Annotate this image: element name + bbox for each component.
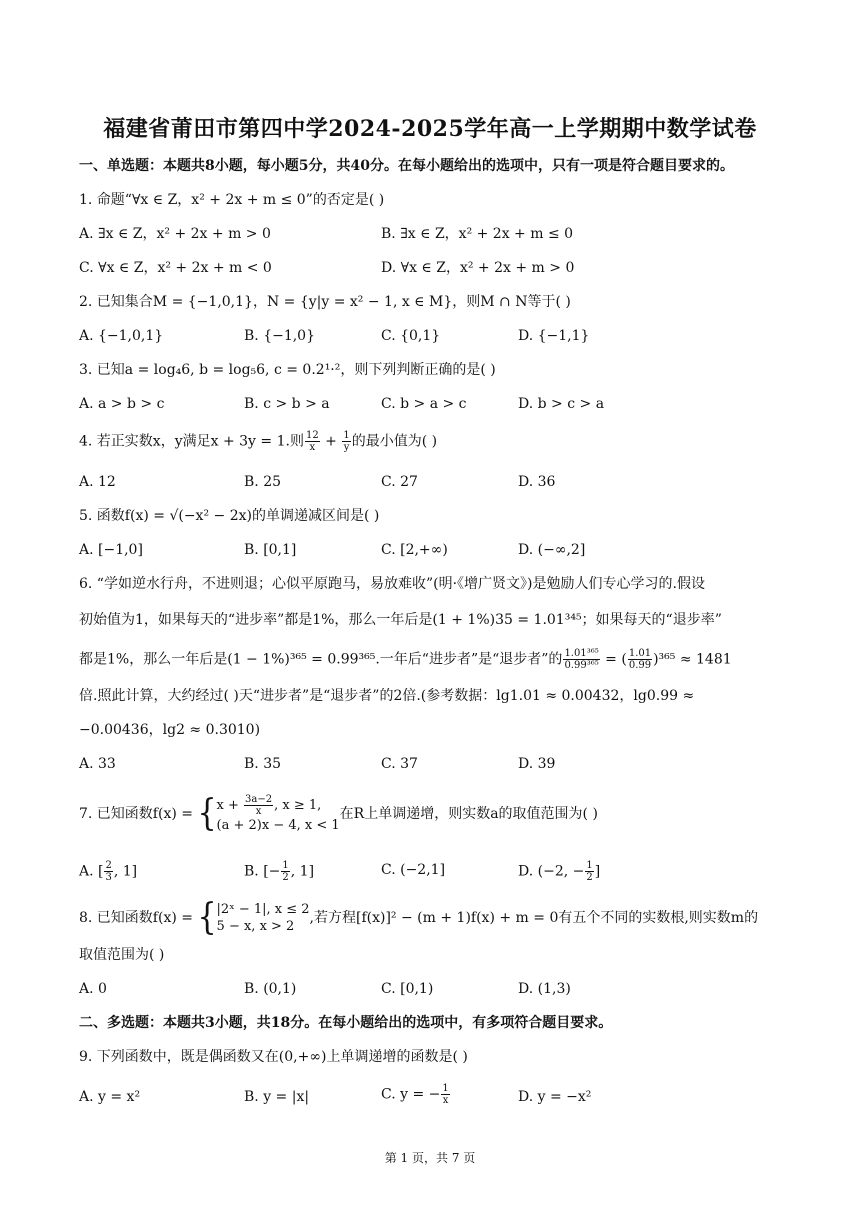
question-8-stem [79,898,758,938]
frac-num: 1 [442,1083,449,1094]
q7-option-d [518,860,600,883]
frac-den: y [343,442,350,453]
fraction-1-over-x [441,1083,449,1106]
q2-option-a: A. {−1,0,1} [79,328,164,344]
q5-option-b: B. [0,1] [244,542,297,558]
fraction-3a-2-over-x [244,794,273,817]
opt-pre: B. [− [244,863,281,880]
question-6-line-3 [79,648,732,671]
frac-num: 1 [343,430,350,441]
left-brace: { [197,896,217,939]
q2-option-d: D. {−1,1} [518,328,590,344]
q8-suffix: ,若方程[f(x)]² − (m + 1)f(x) + m = 0有五个不同的实数根,则实数m的 [309,910,759,926]
question-3-stem: 3. 已知a = log₄6, b = log₅6, c = 0.2¹·²，则下列判断正确的是( ) [79,362,496,378]
fraction-1.01-over-0.99-365 [563,648,599,671]
q1-option-a: A. ∃x ∈ Z，x² + 2x + m > 0 [79,226,271,242]
q4-stem-prefix: 4. 若正实数x，y满足x + 3y = 1.则 [79,433,304,450]
q4-stem-suffix: 的最小值为( ) [351,433,438,450]
opt-post: , 1] [290,863,315,880]
piecewise-cases [217,901,310,935]
q9-option-b: B. y = |x| [244,1089,310,1105]
question-6-line-4: 倍.照此计算，大约经过( )天“进步者”是“退步者”的2倍.(参考数据：lg1.01 ≈ 0.00432，lg0.99 ≈ [79,688,695,704]
q6-line3-suffix: )³⁶⁵ ≈ 1481 [653,651,732,668]
q5-option-d: D. (−∞,2] [518,542,586,558]
q5-option-c: C. [2,+∞) [381,542,448,558]
frac-den: 2 [282,872,289,883]
case-1 [217,794,340,817]
question-6-line-2: 初始值为1，如果每天的“进步率”都是1%，那么一年后是(1 + 1%)35 = 1.01³⁴⁵；如果每天的“退步率” [79,612,722,628]
case-2: 5 − x, x > 2 [216,919,295,934]
q6-option-b: B. 35 [244,756,282,772]
q7-option-a [79,860,137,883]
question-2-stem: 2. 已知集合M = {−1,0,1}，N = {y|y = x² − 1, x ∈ M}，则M ∩ N等于( ) [79,294,571,310]
q2-option-b: B. {−1,0} [244,328,315,344]
q1-option-b: B. ∃x ∈ Z，x² + 2x + m ≤ 0 [381,226,574,242]
q4-option-b: B. 25 [244,474,282,490]
frac-num: 2 [105,860,112,871]
q4-option-d: D. 36 [518,474,556,490]
case-1: |2ˣ − 1|, x ≤ 2 [216,902,310,917]
question-8-line-2: 取值范围为( ) [79,947,165,963]
question-1-stem: 1. 命题“∀x ∈ Z，x² + 2x + m ≤ 0”的否定是( ) [79,192,385,208]
left-brace: { [197,792,217,835]
q9-option-a: A. y = x² [79,1089,141,1105]
q8-option-c: C. [0,1) [381,981,434,997]
frac-den: 3 [105,872,112,883]
case-1-post: , x ≥ 1, [274,798,322,813]
q8-prefix: 8. 已知函数f(x) = [79,910,198,926]
q3-option-d: D. b > c > a [518,396,605,412]
frac-num: 1.01³⁶⁵ [564,648,599,659]
q9-option-d: D. y = −x² [518,1089,592,1105]
page-title: 福建省莆田市第四中学2024-2025学年高一上学期期中数学试卷 [103,116,757,142]
frac-den: x [255,806,262,817]
fraction-1.01-over-0.99 [628,648,652,671]
q8-option-b: B. (0,1) [244,981,297,997]
q3-option-c: C. b > a > c [381,396,467,412]
opt-post: , 1] [113,863,138,880]
question-7-stem [79,792,598,836]
question-5-stem: 5. 函数f(x) = √(−x² − 2x)的单调递减区间是( ) [79,508,380,524]
frac-num: 1.01 [628,648,652,659]
frac-num: 1 [586,860,593,871]
piecewise-cases [217,794,340,834]
q6-option-c: C. 37 [381,756,418,772]
q1-option-c: C. ∀x ∈ Z，x² + 2x + m < 0 [79,260,272,276]
q7-option-b [244,860,314,883]
question-6-line-1: 6. “学如逆水行舟，不进则退；心似平原跑马，易放难收”(明·《增广贤文》)是勉励人们专心学习的.假设 [79,576,705,592]
case-1-pre: x + [216,798,244,813]
frac-den: 2 [586,872,593,883]
q3-option-b: B. c > b > a [244,396,330,412]
fraction-1-over-2 [585,860,593,883]
q2-option-c: C. {0,1} [381,328,441,344]
q1-option-d: D. ∀x ∈ Z，x² + 2x + m > 0 [381,260,575,276]
frac-den: 0.99³⁶⁵ [564,660,599,671]
section-heading-multiple-choice: 二、多选题：本题共3小题，共18分。在每小题给出的选项中，有多项符合题目要求。 [79,1015,613,1031]
frac-num: 1 [282,860,289,871]
fraction-1-over-2 [281,860,289,883]
q4-option-c: C. 27 [381,474,418,490]
question-4-stem [79,430,437,453]
q7-prefix: 7. 已知函数f(x) = [79,806,198,822]
question-6-line-5: −0.00436，lg2 ≈ 0.3010) [79,722,261,738]
q4-option-a: A. 12 [79,474,116,490]
frac-den: 0.99 [628,660,652,671]
frac-num: 3a−2 [245,794,273,805]
fraction-2-over-3 [104,860,112,883]
case-2: (a + 2)x − 4, x < 1 [216,818,340,833]
frac-num: 12 [305,430,319,441]
q5-option-a: A. [−1,0] [79,542,143,558]
section-heading-single-choice: 一、单选题：本题共8小题，每小题5分，共40分。在每小题给出的选项中，只有一项是符合题目要求的。 [79,158,734,174]
plus-sign: + [320,433,342,450]
equals-paren: = ( [600,651,627,668]
opt-pre: A. [ [79,863,104,880]
question-9-stem: 9. 下列函数中，既是偶函数又在(0,+∞)上单调递增的函数是( ) [79,1049,468,1065]
q6-line3-prefix: 都是1%，那么一年后是(1 − 1%)³⁶⁵ = 0.99³⁶⁵.一年后“进步者”是“退步者”的 [79,651,563,668]
frac-den: x [309,442,316,453]
fraction-1-over-y [342,430,350,453]
q9-option-c [381,1083,451,1106]
opt-post: ] [594,863,601,880]
q6-option-d: D. 39 [518,756,556,772]
q7-option-c: C. (−2,1] [381,862,446,878]
q8-option-d: D. (1,3) [518,981,571,997]
q3-option-a: A. a > b > c [79,396,165,412]
q6-option-a: A. 33 [79,756,116,772]
opt-pre: C. y = − [381,1086,441,1103]
opt-pre: D. (−2, − [518,863,585,880]
frac-den: x [442,1095,449,1106]
q7-suffix: 在R上单调递增，则实数a的取值范围为( ) [339,806,598,822]
page-footer: 第 1 页，共 7 页 [384,1151,476,1165]
fraction-12-over-x [305,430,320,453]
q8-option-a: A. 0 [79,981,107,997]
